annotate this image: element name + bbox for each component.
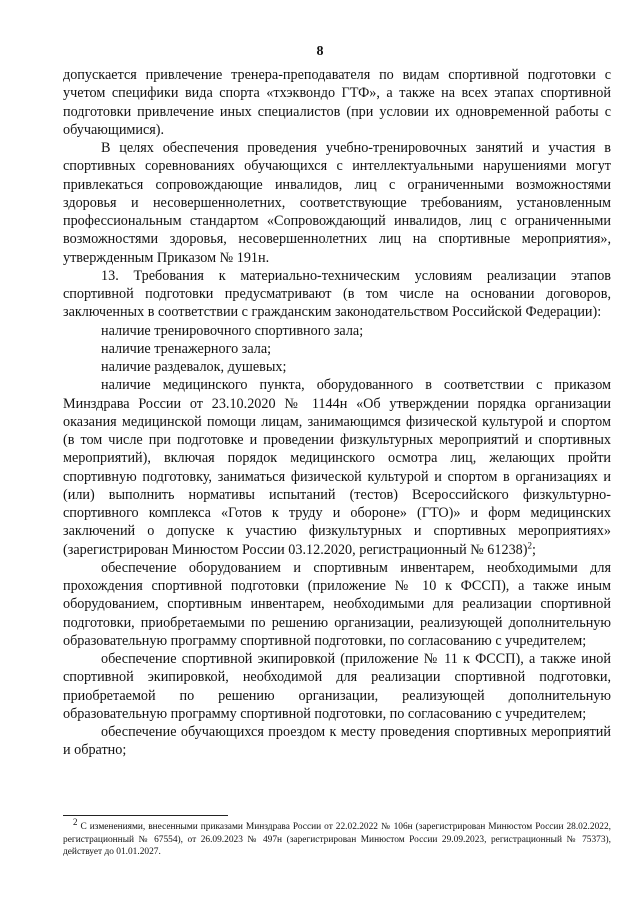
list-item-transport: обеспечение обучающихся проездом к месту проведения спортивных мероприятий и обратно; bbox=[63, 724, 611, 759]
paragraph-requirements-13: 13. Требования к материально-техническим условиям реализации этапов спортивной подготовки предусматривают (в том числе на основании договоров, заключенных в соответствии с гражданским законодательством Российской Федерации): bbox=[63, 267, 611, 321]
footnote-divider bbox=[63, 815, 228, 816]
list-item-gym: наличие тренажерного зала; bbox=[101, 340, 272, 357]
footnote-reference: 2 bbox=[527, 539, 533, 550]
footnote-text: С изменениями, внесенными приказами Минздрава России от 22.02.2022 № 106н (зарегистрирован Минюстом России 28.02.2022, регистрационный № 67554), от 26.09.2023 № 497н (зарегистрирован Минюстом России 29.09.2023, регистрационный № 75373), действует до 01.01.2027. bbox=[63, 822, 611, 857]
medical-point-suffix: ; bbox=[532, 541, 536, 558]
list-item-locker-rooms: наличие раздевалок, душевых; bbox=[101, 359, 287, 375]
list-item-sports-gear: обеспечение спортивной экипировкой (приложение № 11 к ФССП), а также иной спортивной экипировкой, необходимой для реализации спортивной подготовки, приобретаемой по решению организации, реализующей дополнительную образовательную программу спортивной подготовки, по согласованию с учредителем; bbox=[63, 651, 611, 722]
document-body bbox=[63, 66, 611, 760]
list-item-training-hall: наличие тренировочного спортивного зала; bbox=[101, 322, 364, 339]
medical-point-text: наличие медицинского пункта, оборудованного в соответствии с приказом Минздрава России от 23.10.2020 № 1144н «Об утверждении порядка организации оказания медицинской помощи лицам, занимающимся физической культурой и спортом (в том числе при подготовке и проведении физкультурных мероприятий и спортивных мероприятий), включая порядок медицинского осмотра лиц, желающих пройти спортивную подготовку, заниматься физической культурой и спортом в организациях и (или) выполнить нормативы испытаний (тестов) Всероссийского физкультурно-спортивного комплекса «Готов к труду и обороне» (ГТО)» и форм медицинских заключений о допуске к участию физкультурных и спортивных мероприятиях» (зарегистрирован Минюстом России 03.12.2020, регистрационный № 61238) bbox=[63, 377, 611, 558]
list-item-equipment: обеспечение оборудованием и спортивным инвентарем, необходимыми для прохождения спортивной подготовки (приложение № 10 к ФССП), а также иным оборудованием, спортивным инвентарем, необходимыми для реализации спортивной подготовки, приобретаемыми по решению организации, реализующей дополнительную образовательную программу спортивной подготовки, по согласованию с учредителем; bbox=[63, 559, 611, 649]
footnote-marker: 2 bbox=[73, 816, 78, 827]
footnote bbox=[63, 816, 611, 859]
page-number: 8 bbox=[316, 44, 324, 59]
paragraph-continuation: допускается привлечение тренера-преподавателя по видам спортивной подготовки с учетом специфики вида спорта «тхэквондо ГТФ», а также на всех этапах спортивной подготовки привлечение иных специалистов (при условии их одновременной работы с обучающимися). bbox=[63, 67, 611, 138]
list-item-medical-point bbox=[63, 376, 611, 559]
paragraph-escorts: В целях обеспечения проведения учебно-тренировочных занятий и участия в спортивных соревнованиях обучающихся с интеллектуальными нарушениями могут привлекаться сопровождающие инвалидов, лиц с ограниченными возможностями здоровья и несовершеннолетних, соответствующие требованиям, установленным профессиональным стандартом «Сопровождающий инвалидов, лиц с ограниченными возможностями здоровья, несовершеннолетних лиц на спортивные мероприятия», утвержденным Приказом № 191н. bbox=[63, 140, 611, 266]
